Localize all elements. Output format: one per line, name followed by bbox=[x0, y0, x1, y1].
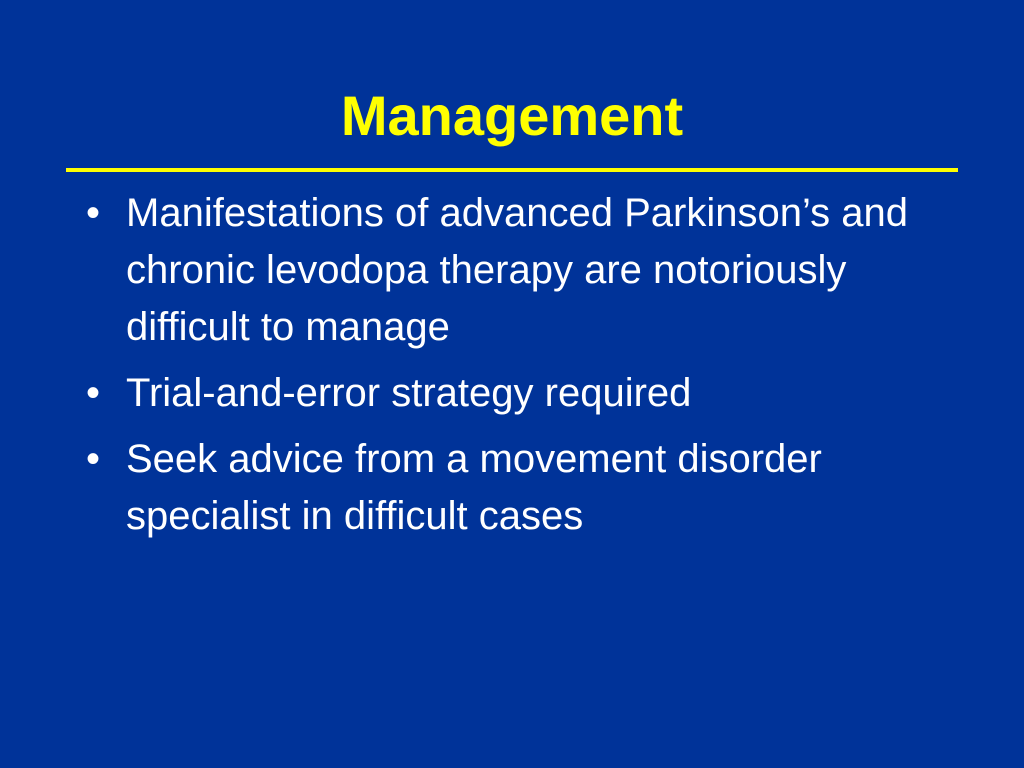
bullet-text: Manifestations of advanced Parkinson’s and chronic levodopa therapy are notoriously difficult to manage bbox=[126, 191, 908, 349]
bullet-list bbox=[82, 185, 962, 554]
bullet-item bbox=[82, 365, 962, 422]
bullet-text: Seek advice from a movement disorder specialist in difficult cases bbox=[126, 437, 822, 538]
bullet-item bbox=[82, 431, 962, 545]
bullet-item bbox=[82, 185, 962, 356]
bullet-marker: • bbox=[86, 371, 101, 415]
slide-title: Management bbox=[340, 84, 684, 147]
title-underline bbox=[66, 168, 958, 172]
bullet-text: Trial-and-error strategy required bbox=[126, 371, 692, 415]
bullet-marker: • bbox=[86, 437, 101, 481]
bullet-marker: • bbox=[86, 191, 101, 235]
